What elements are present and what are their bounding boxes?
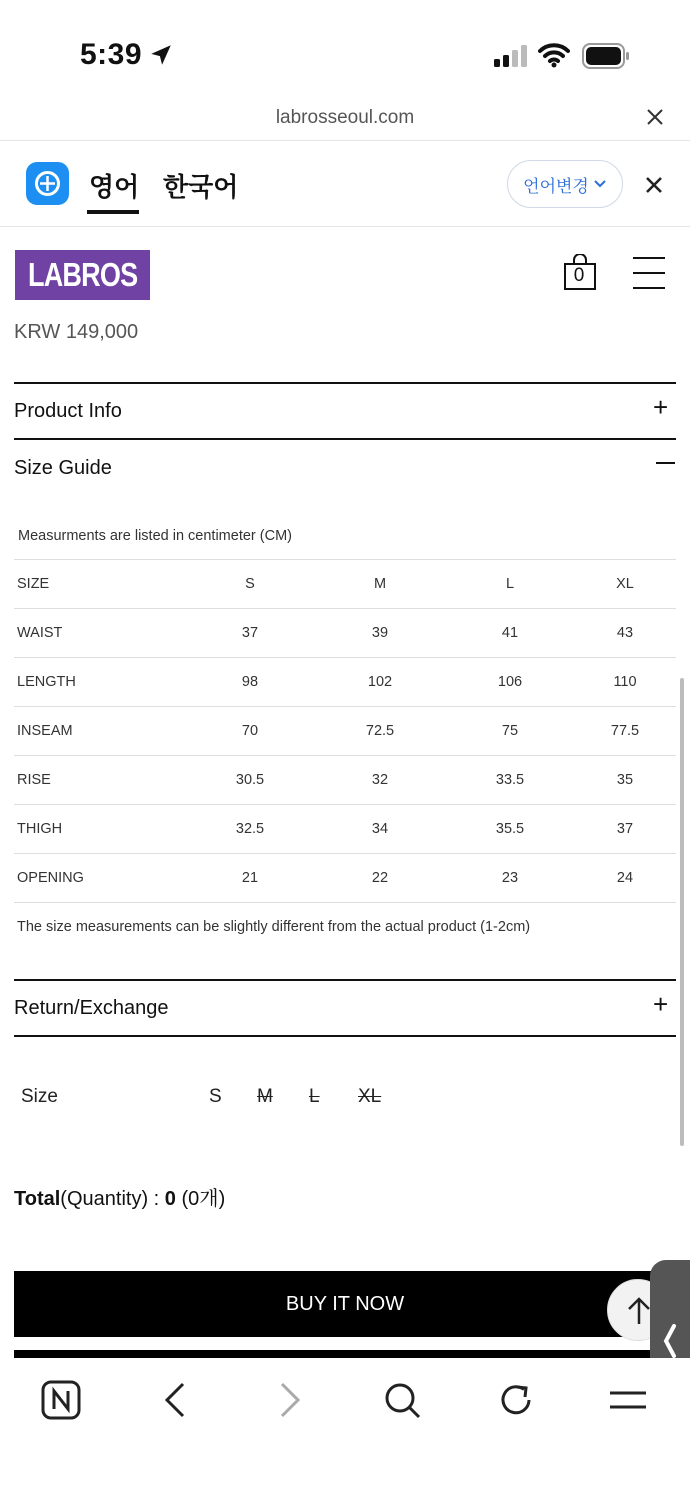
naver-home-icon[interactable] xyxy=(41,1380,81,1425)
table-cell: 75 xyxy=(446,707,574,756)
table-cell: 70 xyxy=(186,707,314,756)
divider xyxy=(14,382,676,384)
table-cell: 72.5 xyxy=(314,707,446,756)
table-cell: 34 xyxy=(314,805,446,854)
search-icon[interactable] xyxy=(382,1380,422,1425)
size-guide-table xyxy=(14,559,676,903)
cellular-signal-icon xyxy=(494,45,530,72)
table-cell: 22 xyxy=(314,854,446,903)
table-cell: 23 xyxy=(446,854,574,903)
table-cell: 43 xyxy=(574,609,676,658)
expand-plus-icon[interactable]: + xyxy=(653,392,669,422)
table-cell: 32 xyxy=(314,756,446,805)
battery-icon xyxy=(582,43,630,74)
table-cell: 102 xyxy=(314,658,446,707)
wifi-icon xyxy=(538,42,570,73)
table-cell: 77.5 xyxy=(574,707,676,756)
quantity-label: (Quantity) : xyxy=(60,1188,165,1210)
table-cell: 24 xyxy=(574,854,676,903)
quantity-suffix: (0개) xyxy=(175,1188,226,1210)
table-row xyxy=(14,805,676,854)
table-cell: INSEAM xyxy=(14,707,186,756)
table-header-cell: SIZE xyxy=(14,560,186,609)
table-row xyxy=(14,658,676,707)
table-cell: 33.5 xyxy=(446,756,574,805)
table-cell: 35.5 xyxy=(446,805,574,854)
table-cell: 110 xyxy=(574,658,676,707)
table-cell: RISE xyxy=(14,756,186,805)
browser-url-bar[interactable] xyxy=(0,95,690,141)
url-text[interactable]: labrosseoul.com xyxy=(275,107,415,128)
table-cell: 32.5 xyxy=(186,805,314,854)
brand-logo[interactable] xyxy=(15,250,150,300)
table-header-cell: XL xyxy=(574,560,676,609)
table-cell: 41 xyxy=(446,609,574,658)
table-row xyxy=(14,854,676,903)
table-cell: 30.5 xyxy=(186,756,314,805)
unit-note: Measurments are listed in centimeter (CM) xyxy=(18,528,292,544)
table-row xyxy=(14,609,676,658)
size-option-label: Size xyxy=(21,1086,58,1107)
table-row xyxy=(14,756,676,805)
refresh-icon[interactable] xyxy=(496,1380,536,1425)
hamburger-menu-icon[interactable] xyxy=(632,256,666,295)
size-option-m-soldout[interactable]: M xyxy=(257,1086,273,1107)
close-icon[interactable] xyxy=(645,107,665,132)
change-language-label: 언어변경 xyxy=(523,176,589,197)
product-info-toggle[interactable]: Product Info xyxy=(14,400,122,422)
table-cell: 37 xyxy=(574,805,676,854)
expand-plus-icon[interactable]: + xyxy=(653,989,669,1019)
cart-button[interactable] xyxy=(562,254,598,290)
table-cell: 21 xyxy=(186,854,314,903)
table-header-row xyxy=(14,560,676,609)
divider xyxy=(14,979,676,981)
table-cell: 35 xyxy=(574,756,676,805)
table-cell: 39 xyxy=(314,609,446,658)
table-cell: WAIST xyxy=(14,609,186,658)
status-bar xyxy=(0,0,690,95)
table-header-cell: L xyxy=(446,560,574,609)
product-price: KRW 149,000 xyxy=(14,321,139,343)
menu-icon[interactable] xyxy=(608,1380,648,1425)
close-translate-icon[interactable] xyxy=(644,175,664,200)
total-label: Total xyxy=(14,1188,61,1210)
table-cell: OPENING xyxy=(14,854,186,903)
table-cell: 106 xyxy=(446,658,574,707)
table-header-cell: S xyxy=(186,560,314,609)
size-option-xl-soldout[interactable]: XL xyxy=(358,1086,382,1107)
divider xyxy=(14,438,676,440)
back-icon[interactable] xyxy=(161,1380,189,1425)
cart-count: 0 xyxy=(573,265,585,286)
status-time: 5:39 xyxy=(80,38,143,71)
size-guide-toggle[interactable]: Size Guide xyxy=(14,457,112,479)
brand-logo-text: LABROS xyxy=(27,256,138,293)
browser-toolbar xyxy=(0,1358,690,1500)
table-cell: 37 xyxy=(186,609,314,658)
tab-korean[interactable]: 한국어 xyxy=(163,173,239,203)
table-cell: LENGTH xyxy=(14,658,186,707)
collapse-minus-icon[interactable] xyxy=(656,462,675,464)
scrollbar[interactable] xyxy=(680,678,684,1146)
translate-logo-icon xyxy=(26,162,69,205)
size-option-s[interactable]: S xyxy=(209,1086,222,1107)
forward-icon[interactable] xyxy=(276,1380,304,1425)
size-disclaimer: The size measurements can be slightly different from the actual product (1-2cm) xyxy=(17,919,531,935)
location-arrow-icon xyxy=(148,42,174,73)
chevron-down-icon xyxy=(593,179,607,189)
table-cell: THIGH xyxy=(14,805,186,854)
table-row xyxy=(14,707,676,756)
divider xyxy=(14,1035,676,1037)
tab-active-indicator xyxy=(87,210,139,214)
size-option-l-soldout[interactable]: L xyxy=(309,1086,320,1107)
buy-now-button[interactable]: BUY IT NOW xyxy=(14,1271,676,1337)
table-header-cell: M xyxy=(314,560,446,609)
table-cell: 98 xyxy=(186,658,314,707)
return-exchange-toggle[interactable]: Return/Exchange xyxy=(14,997,169,1019)
total-quantity xyxy=(14,1182,225,1211)
quantity-value: 0 xyxy=(164,1188,176,1210)
tab-english[interactable]: 영어 xyxy=(89,173,140,203)
change-language-button[interactable] xyxy=(507,160,623,208)
translate-bar xyxy=(0,141,690,227)
